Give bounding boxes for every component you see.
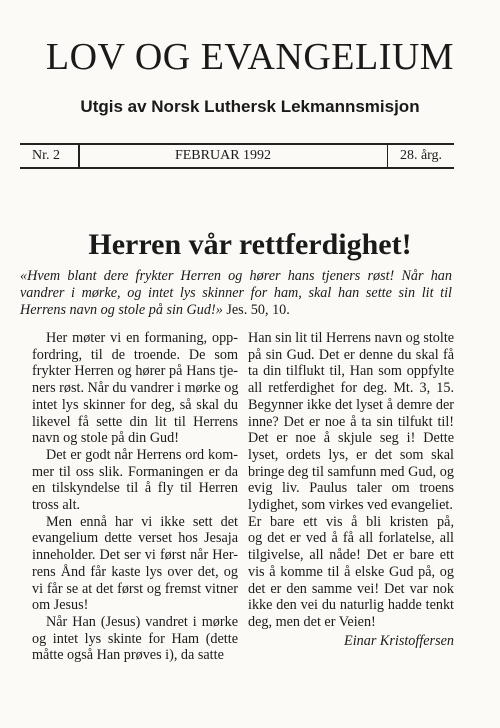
masthead-subtitle: Utgis av Norsk Luthersk Lekmannsmisjon (80, 97, 420, 116)
article-line: fordring, til de troende. De som (32, 346, 238, 363)
article-line: og intet lys skinte for Ham (dette (32, 630, 238, 647)
article-line: Han sin lit til Herrens navn og stolte (248, 330, 455, 346)
article-signature: Einar Kristoffersen (344, 633, 454, 649)
article-line: tilgivelse, all nåde! Det er bare ett (248, 547, 454, 564)
article-line: på sin Gud. Det er denne du skal få (248, 346, 454, 363)
article-line: inne? Det er noe å ta sin tilfukt til! (248, 413, 454, 430)
article-line: det er den samme vei! Det var nok (248, 580, 454, 597)
scripture-quote-text: «Hvem blant dere frykter Herren og hører hans tjeners røst! Når han vandrer i mørke, og intet lys skinner for ham, skal han sette sin lit til Herrens navn og stole på sin Gud!» (20, 268, 452, 318)
article-line: Men ennå har vi ikke sett det (46, 513, 238, 530)
article-line: om Jesus! (32, 597, 89, 614)
article-line: evig liv. Paulus taler om troens (248, 480, 454, 497)
article-line: og det er ved å få all forlatelse, all (248, 530, 454, 547)
article-line: måtte også Han prøves i), da satte (32, 647, 224, 664)
article-line: bringe deg til samfunn med Gud, og (248, 463, 454, 480)
article-line: lyset, ordets lys, er det som skal (248, 446, 454, 463)
article-line: inneholder. Det ser vi først når Her- (32, 547, 238, 564)
article-line: all retferdighet for deg. Mt. 3, 15. (248, 380, 454, 397)
issue-number: Nr. 2 (32, 148, 60, 163)
issue-bar (20, 143, 454, 169)
article-line: navn og stole på din Gud! (32, 430, 179, 447)
masthead-title: LOV OG EVANGELIUM (45, 36, 455, 78)
article-line: ta din tilflukt til, Han som oppfylte (248, 363, 454, 380)
article-line: Når Han (Jesus) vandret i mørke (46, 613, 238, 630)
article-line: tross alt. (32, 497, 81, 514)
issue-date: FEBRUAR 1992 (174, 148, 272, 163)
issue-year: 28. årg. (399, 148, 443, 163)
article-line: Det er noe å skjule seg i! Dette (248, 430, 454, 447)
scripture-reference: Jes. 50, 10. (222, 302, 290, 318)
article-line: Er bare ett vis å bli kristen på, (248, 513, 454, 530)
article-line: rens Ånd får kaste lys over det, og (32, 563, 238, 580)
article-line: likevel få sette din lit til Herrens (32, 413, 238, 430)
article-line: en tilskyndelse til å fly til Herren (32, 480, 238, 497)
article-line: Her møter vi en formaning, opp- (46, 330, 238, 346)
article-line: vi får se at det først og fremst vitner (32, 580, 238, 597)
article-line: Det er godt når Herrens ord kom- (46, 446, 238, 463)
article-line: intet lys skinner for deg, så skal du (32, 396, 238, 413)
article-line: evangelium dette verset hos Jesaja (32, 530, 238, 547)
article-line: ikke den vei du naturlig hadde tenkt (248, 597, 454, 614)
article-line: lydighet, som virkes ved evangeliet. (248, 497, 453, 514)
article-line: vis å komme til å elske Gud på, og (248, 563, 454, 580)
article-line: Begynner ikke det lyset å demre der (248, 396, 454, 413)
article-column-left (32, 330, 238, 664)
scripture-quote (20, 268, 452, 319)
article-headline: Herren vår rettferdighet! (88, 228, 412, 261)
article-line: ners røst. Når du vandrer i mørke og (32, 380, 239, 397)
article-column-right (248, 330, 454, 631)
article-line: mer til oss slik. Formaningen er da (32, 463, 238, 480)
article-line: frykter Herren og hører på Hans tje- (32, 363, 238, 380)
article-line: deg, men det er Veien! (248, 613, 376, 630)
